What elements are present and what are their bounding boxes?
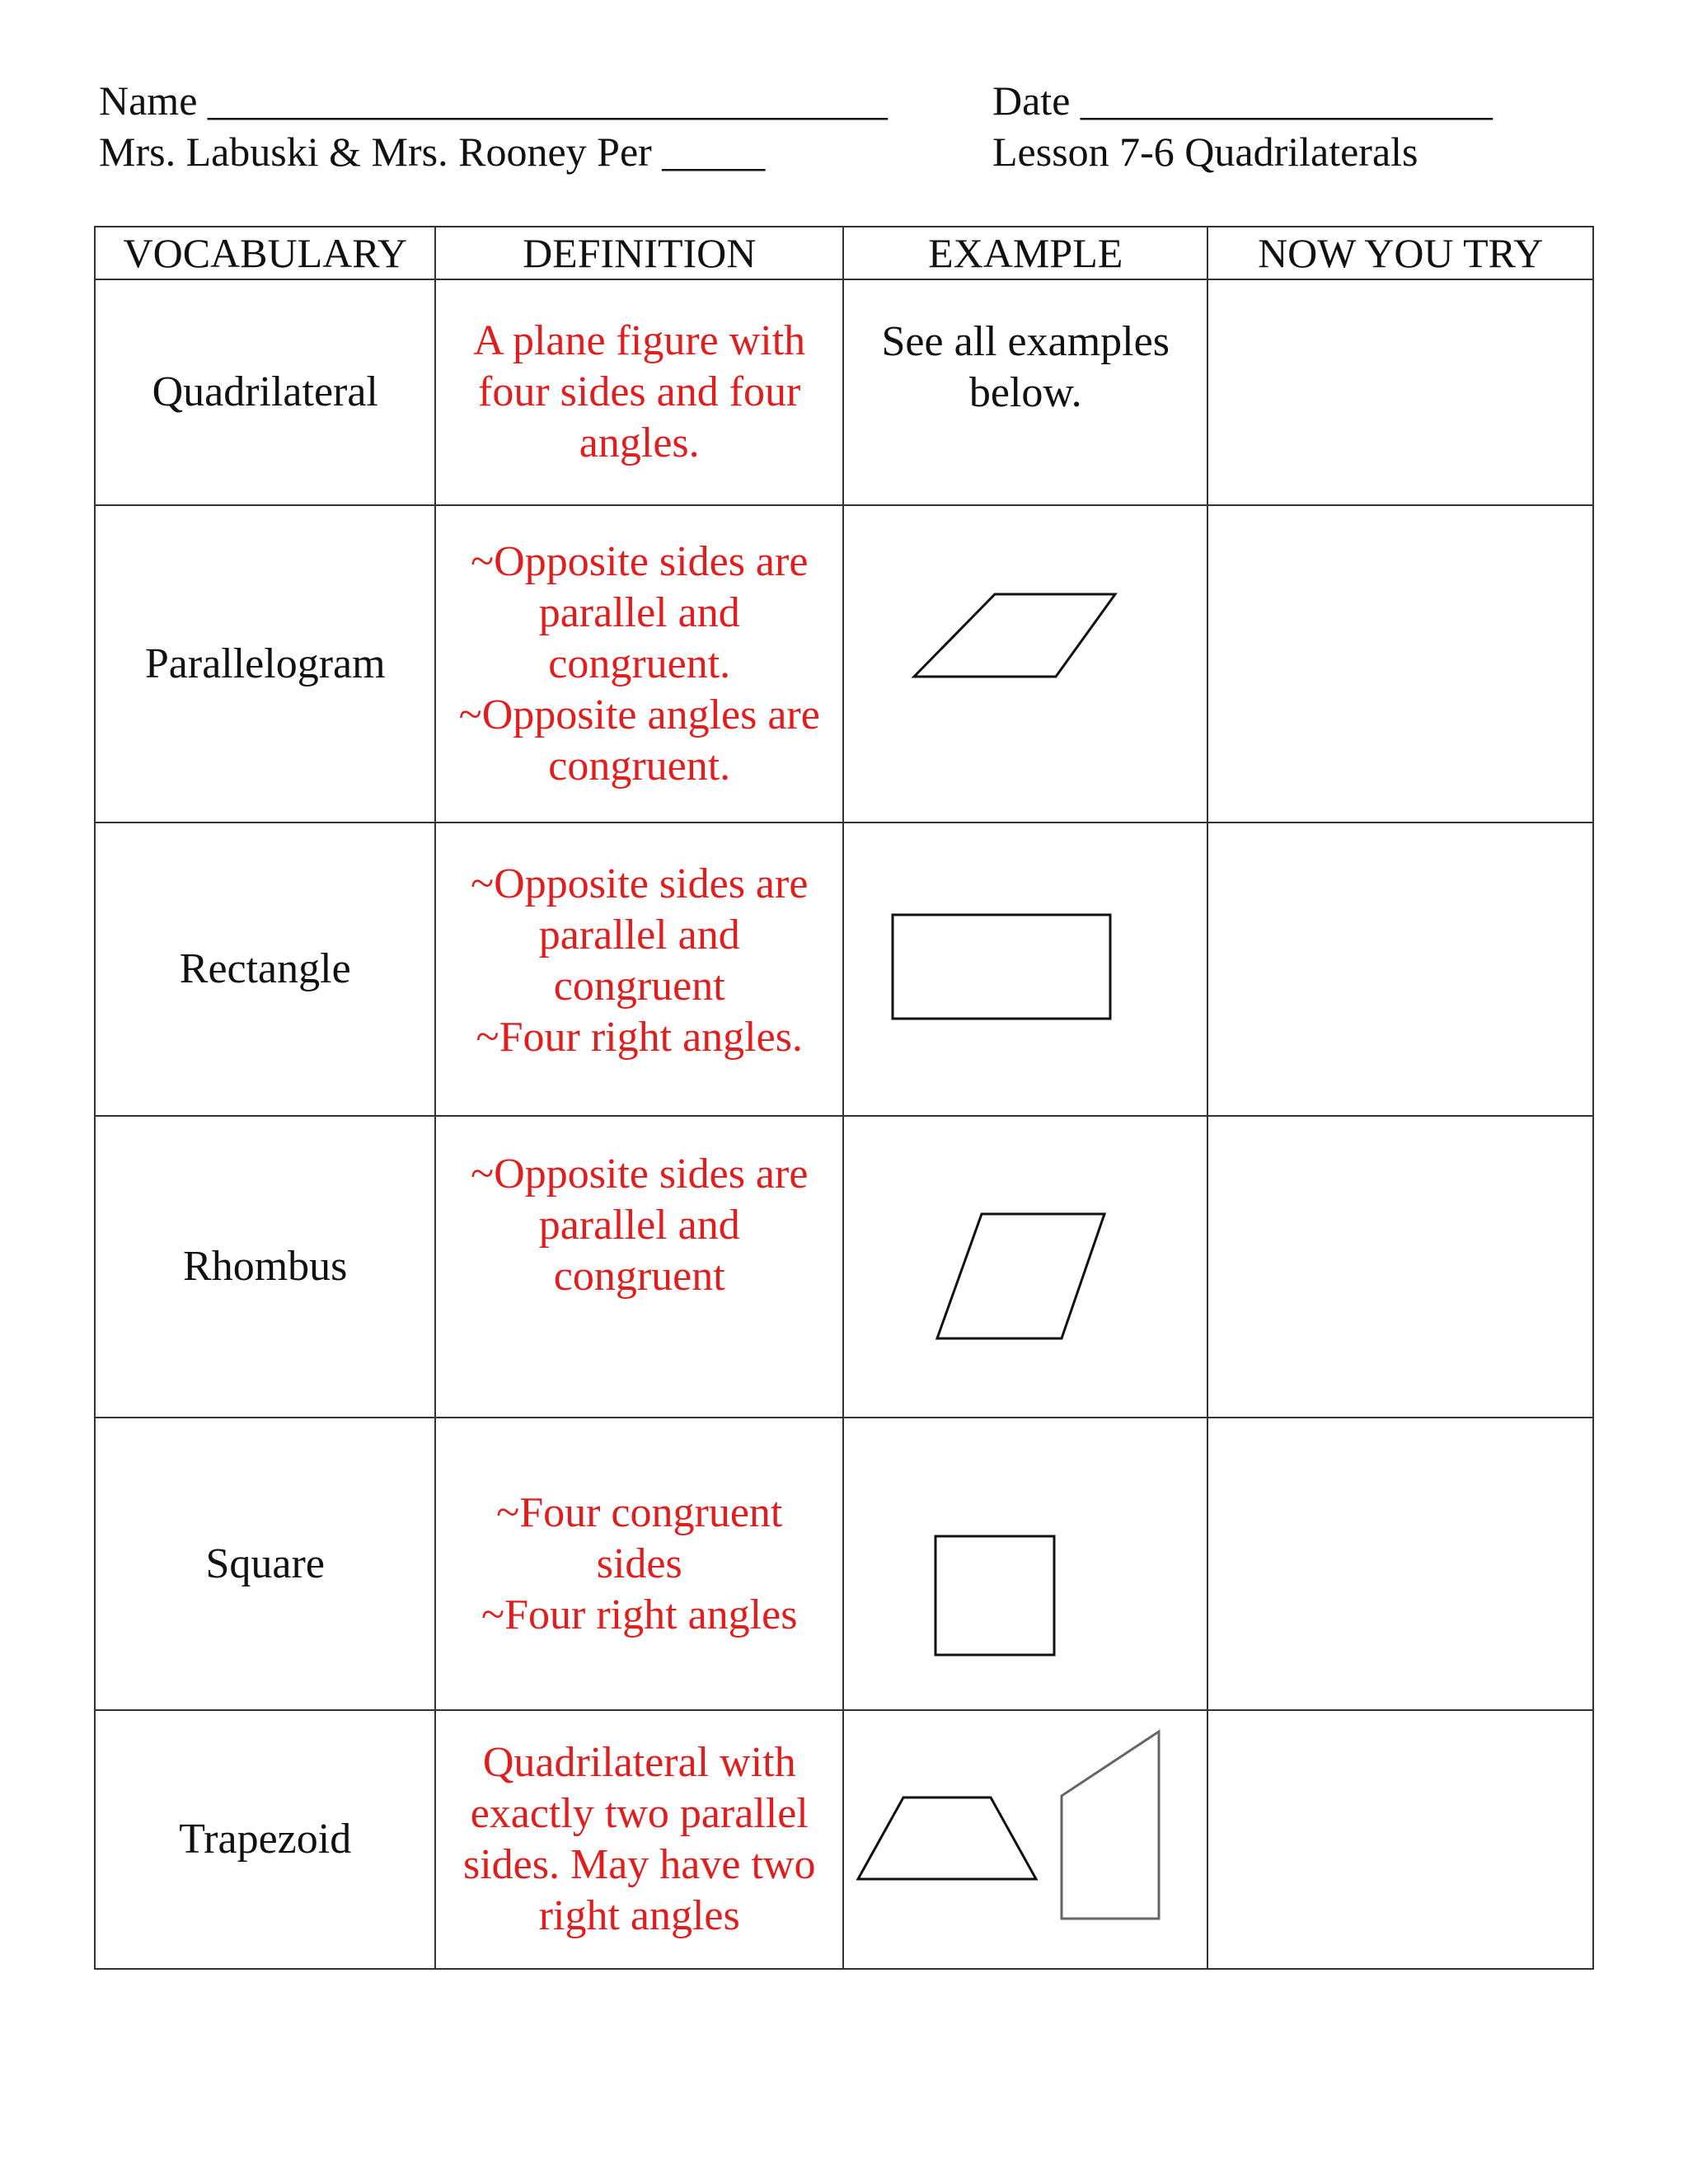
- teacher-period-line: Mrs. Labuski & Mrs. Rooney Per _____: [99, 129, 766, 175]
- definition-line: congruent.: [548, 640, 731, 687]
- vocabulary-table: [94, 226, 1594, 1970]
- parallelogram-shape: [844, 506, 1208, 823]
- column-header-now-you-try: NOW YOU TRY: [1207, 227, 1593, 279]
- definition-line: ~Opposite sides are: [471, 1151, 809, 1197]
- definition-cell: [435, 505, 843, 823]
- definition-line: sides. May have two: [462, 1841, 816, 1888]
- rectangle-shape: [844, 823, 1208, 1117]
- table-row-rectangle: [95, 823, 1593, 1116]
- now-you-try-cell[interactable]: [1207, 505, 1593, 823]
- table-row-square: [95, 1418, 1593, 1710]
- example-cell: [843, 505, 1207, 823]
- column-header-vocabulary: VOCABULARY: [95, 227, 435, 279]
- definition-rectangle: [436, 859, 842, 1063]
- term-rhombus: Rhombus: [183, 1243, 348, 1290]
- term-parallelogram: Parallelogram: [144, 640, 386, 687]
- term-cell: [95, 1116, 435, 1418]
- definition-line: right angles: [538, 1892, 740, 1939]
- definition-cell: [435, 279, 843, 505]
- lesson-title: Lesson 7-6 Quadrilaterals: [992, 129, 1418, 175]
- isosceles-trapezoid-shape: [858, 1797, 1036, 1879]
- term-quadrilateral: Quadrilateral: [152, 368, 378, 415]
- definition-line: congruent: [553, 1253, 725, 1300]
- definition-line: four sides and four: [478, 368, 801, 415]
- right-trapezoid-shape: [1062, 1732, 1159, 1919]
- definition-parallelogram: [436, 537, 842, 792]
- definition-line: angles.: [579, 419, 700, 466]
- definition-trapezoid: [436, 1737, 842, 1942]
- definition-quadrilateral: [436, 316, 842, 469]
- definition-line: parallel and: [538, 1202, 740, 1249]
- name-field-label: Name _________________________________: [99, 77, 888, 124]
- example-cell: [843, 279, 1207, 505]
- definition-line: ~Four right angles.: [476, 1014, 803, 1061]
- definition-line: parallel and: [538, 588, 740, 636]
- column-header-definition: DEFINITION: [435, 227, 843, 279]
- definition-rhombus: [436, 1149, 842, 1302]
- now-you-try-cell[interactable]: [1207, 823, 1593, 1116]
- column-header-example: EXAMPLE: [843, 227, 1207, 279]
- definition-line: ~Opposite angles are: [458, 691, 820, 738]
- definition-line: ~Four right angles: [481, 1591, 798, 1638]
- table-row-trapezoid: [95, 1710, 1593, 1969]
- date-field-label: Date ____________________: [992, 77, 1493, 124]
- table-row-rhombus: [95, 1116, 1593, 1418]
- definition-line: A plane figure with: [473, 317, 806, 364]
- term-cell: [95, 1710, 435, 1969]
- definition-cell: [435, 1418, 843, 1710]
- definition-line: ~Opposite sides are: [471, 860, 809, 907]
- example-note: [844, 316, 1207, 419]
- term-square: Square: [205, 1540, 325, 1587]
- now-you-try-cell[interactable]: [1207, 1710, 1593, 1969]
- term-cell: [95, 1418, 435, 1710]
- term-trapezoid: Trapezoid: [179, 1816, 352, 1863]
- now-you-try-cell[interactable]: [1207, 1418, 1593, 1710]
- definition-line: exactly two parallel: [470, 1790, 809, 1837]
- definition-line: parallel and: [538, 912, 740, 958]
- definition-square: [436, 1488, 842, 1641]
- example-cell: [843, 1710, 1207, 1969]
- definition-cell: [435, 1116, 843, 1418]
- definition-line: ~Four congruent: [496, 1488, 783, 1536]
- now-you-try-cell[interactable]: [1207, 1116, 1593, 1418]
- table-header-row: [95, 227, 1593, 279]
- example-note-line: below.: [968, 369, 1082, 416]
- definition-cell: [435, 823, 843, 1116]
- now-you-try-cell[interactable]: [1207, 279, 1593, 505]
- example-cell: [843, 1418, 1207, 1710]
- definition-cell: [435, 1710, 843, 1969]
- term-rectangle: Rectangle: [179, 945, 351, 992]
- definition-line: congruent: [553, 963, 725, 1010]
- definition-line: congruent.: [548, 742, 731, 790]
- definition-line: ~Opposite sides are: [471, 537, 809, 585]
- trapezoid-shapes: [844, 1711, 1208, 1970]
- definition-line: sides: [596, 1540, 682, 1587]
- example-cell: [843, 1116, 1207, 1418]
- example-note-line: See all examples: [881, 318, 1170, 365]
- term-cell: [95, 823, 435, 1116]
- definition-line: Quadrilateral with: [482, 1739, 796, 1786]
- square-shape: [844, 1418, 1208, 1711]
- example-cell: [843, 823, 1207, 1116]
- term-cell: [95, 279, 435, 505]
- rhombus-shape: [844, 1117, 1208, 1418]
- table-row-parallelogram: [95, 505, 1593, 823]
- term-cell: [95, 505, 435, 823]
- table-row-quadrilateral: [95, 279, 1593, 505]
